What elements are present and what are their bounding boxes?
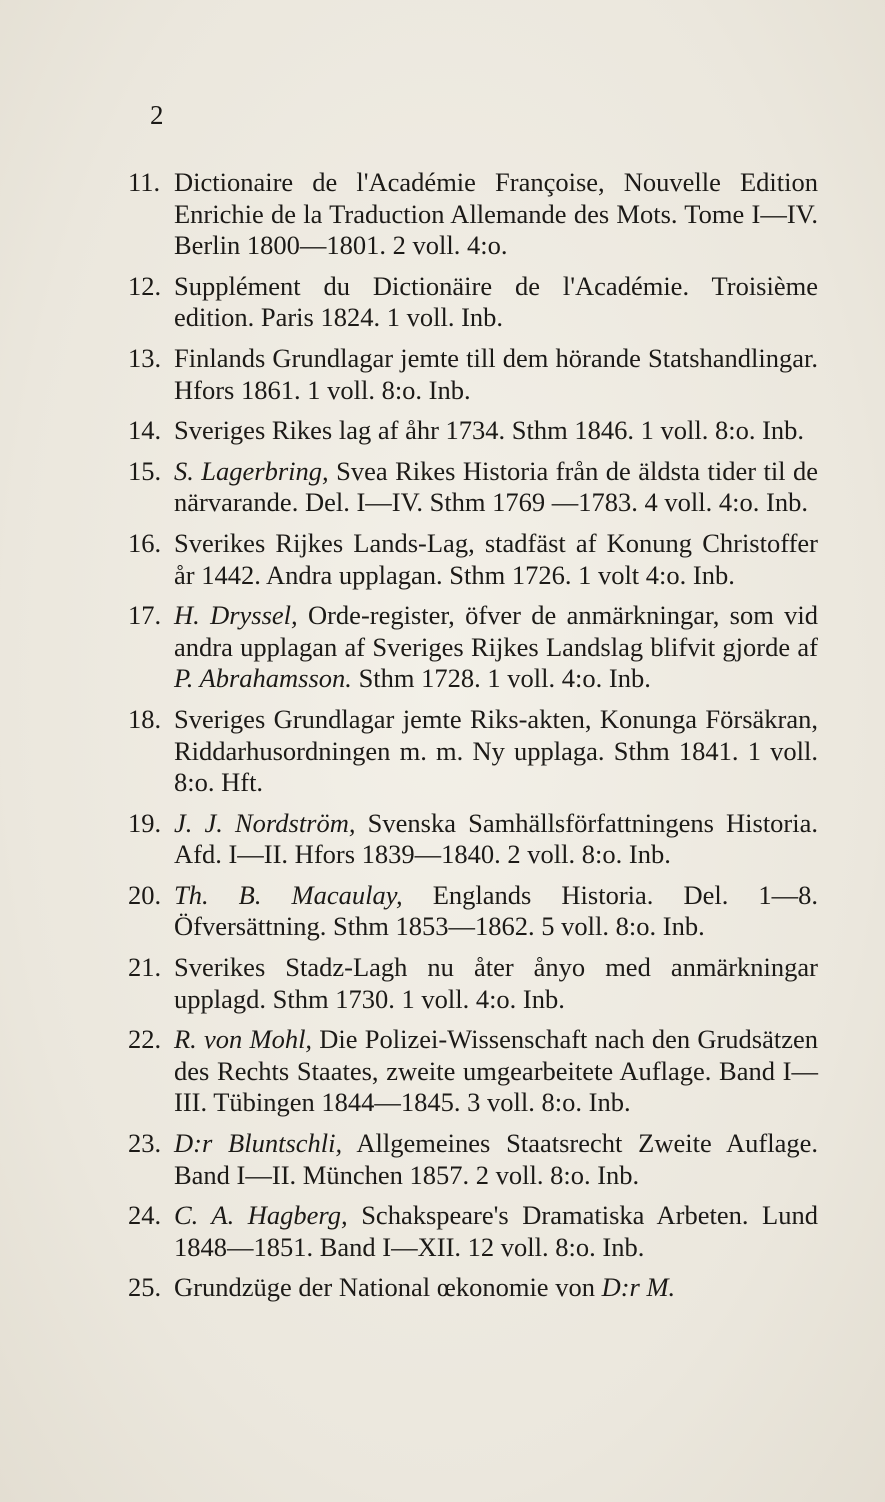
catalog-entry [128,1128,818,1191]
entry-author: R. von Mohl, [174,1024,313,1055]
entry-number: 18. [128,703,162,734]
entry-text: Sveriges Grundlagar jemte Riks-akten, Konunga Försäkran, Riddarhusordningen m. m. Ny upplaga. Sthm 1841. 1 voll. 8:o. Hft. [174,703,818,798]
entry-number: 15. [128,455,162,486]
entry-number: 14. [128,415,162,446]
entry-number: 23. [128,1128,162,1159]
entry-text: Die Polizei-Wissenschaft nach den Grudsätzen des Rechts Staates, zweite umgearbeitete Auflage. Band I—III. Tübingen 1844—1845. 3 voll. 8:o. Inb. [174,1024,818,1118]
catalog-entry [128,1200,818,1263]
entry-author: D:r Bluntschli, [174,1128,343,1159]
catalog-entry [128,704,818,799]
entry-author: J. J. Nordström, [174,807,356,838]
entry-text: Schakspeare's Dramatiska Arbeten. Lund 1848—1851. Band I—XII. 12 voll. 8:o. Inb. [174,1200,818,1262]
entry-text-continued: Sthm 1728. 1 voll. 4:o. Inb. [358,663,651,694]
catalog-entry [128,880,818,943]
entry-number: 22. [128,1024,162,1055]
entry-text: Sverikes Stadz-Lagh nu åter ånyo med anmärkningar upplagd. Sthm 1730. 1 voll. 4:o. Inb. [174,952,818,1014]
catalog-entry [128,456,818,519]
catalog-entry [128,343,818,406]
entry-text: Sverikes Rijkes Lands-Lag, stadfäst af Konung Christoffer år 1442. Andra upplagan. Sthm 1726. 1 volt 4:o. Inb. [174,527,818,590]
entry-number: 16. [128,527,162,558]
catalog-entry-list [128,167,818,1304]
entry-author: Th. B. Macaulay, [174,879,403,910]
entry-number: 12. [128,270,162,301]
entry-text: Allgemeines Staatsrecht Zweite Auflage. Band I—II. München 1857. 2 voll. 8:o. Inb. [174,1128,818,1190]
entry-number: 24. [128,1200,162,1231]
catalog-entry [128,952,818,1015]
entry-author: S. Lagerbring, [174,455,329,486]
entry-text: Orde-register, öfver de anmärkningar, som vid andra upplagan af Sveriges Rijkes Landslag blifvit gjorde af [174,600,818,662]
entry-number: 19. [128,807,162,838]
entry-number: 21. [128,952,162,983]
entry-text: Svea Rikes Historia från de äldsta tider til de närvarande. Del. I—IV. Sthm 1769 —1783. 4 voll. 4:o. Inb. [174,455,818,518]
entry-text: Finlands Grundlagar jemte till dem hörande Statshandlingar. Hfors 1861. 1 voll. 8:o. Inb. [174,342,818,405]
entry-text: Svenska Samhällsförfattningens Historia. Afd. I—II. Hfors 1839—1840. 2 voll. 8:o. Inb. [174,807,819,870]
entry-number: 17. [128,600,162,631]
catalog-entry [128,167,818,262]
catalog-entry [128,528,818,591]
catalog-entry [128,808,818,871]
entry-text: Grundzüge der National œkonomie von [174,1272,595,1303]
catalog-entry [128,415,818,447]
catalog-entry [128,271,818,334]
page-number: 2 [150,100,164,130]
entry-author-secondary: D:r M. [601,1272,676,1303]
entry-number: 25. [128,1272,162,1303]
entry-text: Englands Historia. Del. 1—8. Öfversättning. Sthm 1853—1862. 5 voll. 8:o. Inb. [174,879,819,942]
entry-number: 11. [128,167,161,197]
entry-text: Sveriges Rikes lag af åhr 1734. Sthm 1846. 1 voll. 8:o. Inb. [174,415,805,446]
entry-number: 20. [128,879,162,910]
entry-author: H. Dryssel, [174,600,298,631]
catalog-entry [128,600,818,695]
entry-author: C. A. Hagberg, [174,1200,348,1231]
entry-author-secondary: P. Abrahamsson. [174,663,352,694]
catalog-entry [128,1024,818,1119]
entry-number: 13. [128,342,162,373]
entry-text: Supplément du Dictionäire de l'Académie. Troisième edition. Paris 1824. 1 voll. Inb. [174,270,818,333]
entry-text: Dictionaire de l'Académie Françoise, Nouvelle Edition Enrichie de la Traduction Allemande des Mots. Tome I—IV. Berlin 1800—1801. 2 voll. 4:o. [174,167,818,261]
catalog-entry [128,1272,818,1304]
